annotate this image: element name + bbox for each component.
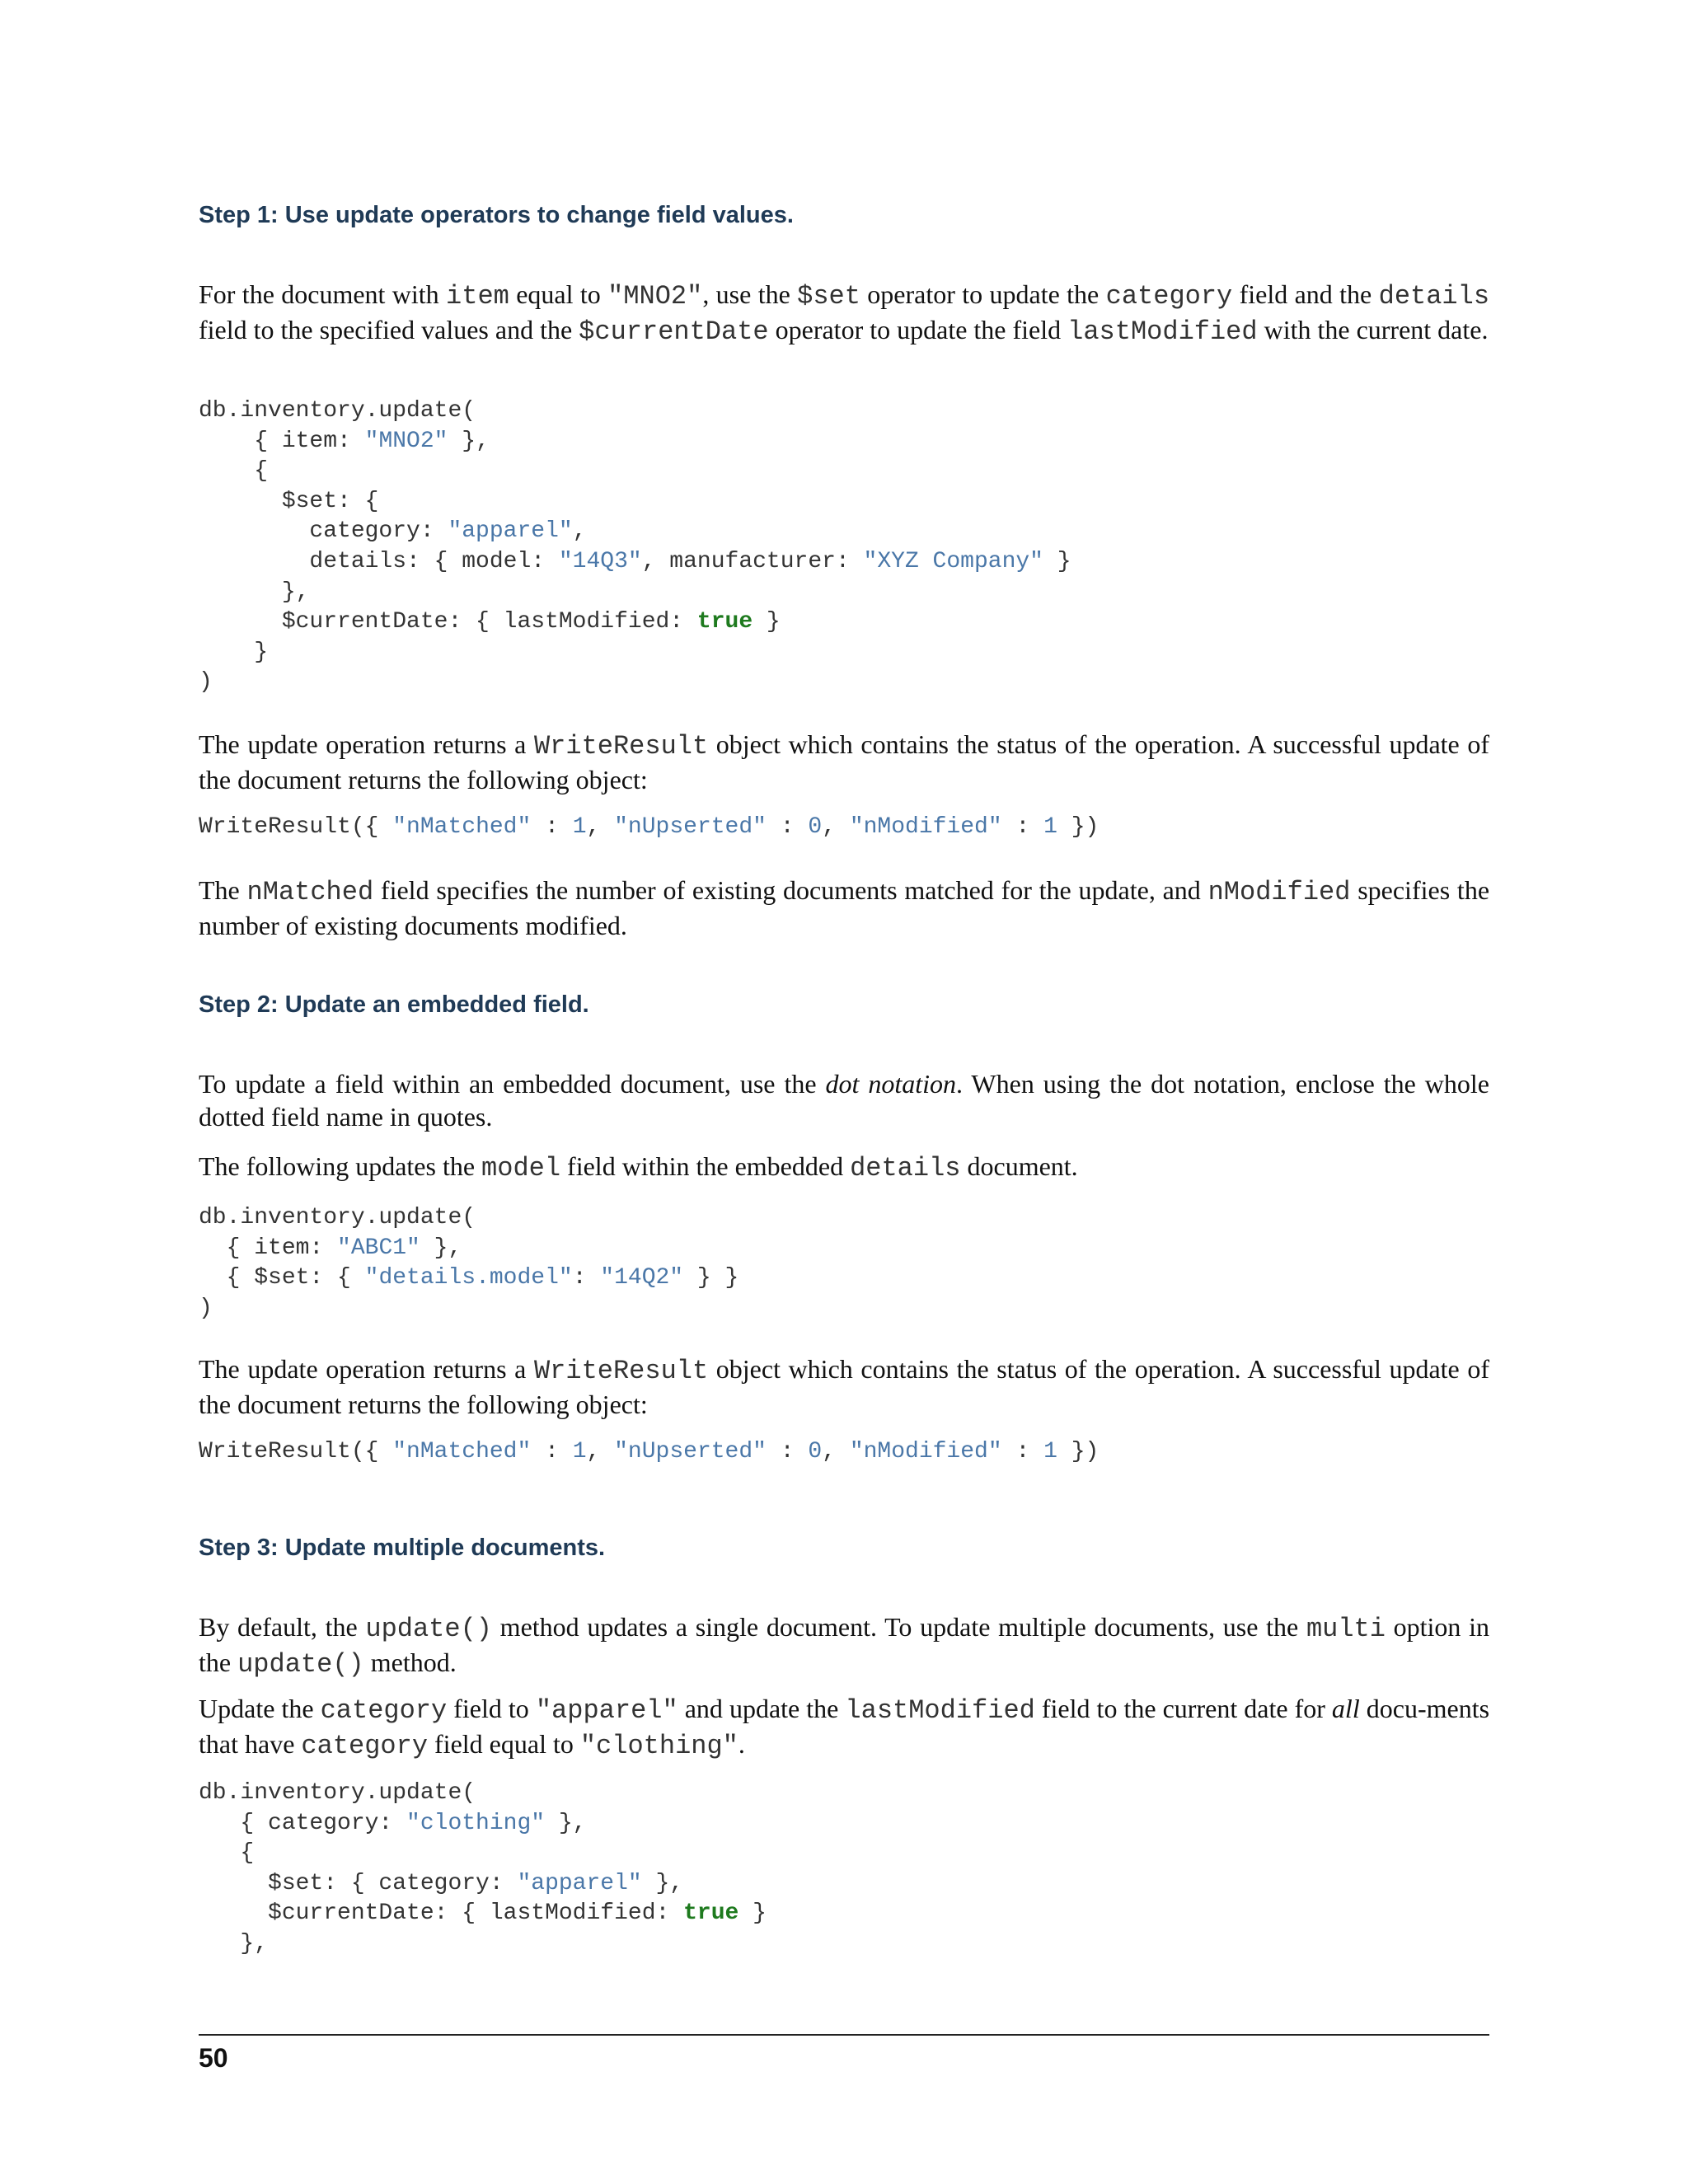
page-number: 50	[199, 2043, 228, 2073]
step3-paragraph-intro: By default, the update() method updates a single document. To update multiple documents, use the multi option in the update() method.	[199, 1612, 1490, 1680]
step1-result-code: WriteResult({ "nMatched" : 1, "nUpserted" : 0, "nModified" : 1 })	[199, 814, 1100, 840]
step1-paragraph-fields: The nMatched field specifies the number of existing documents matched for the update, and nModified specifies the number of existing documents modified.	[199, 875, 1490, 940]
step1-paragraph-result: The update operation returns a WriteResult object which contains the status of the operation. A successful update of the document returns the following object:	[199, 729, 1490, 794]
step3-code-block: db.inventory.update( { category: "clothing" }, { $set: { category: "apparel" }, $currentDate: { lastModified: true } },	[199, 1780, 767, 1957]
step1-heading: Step 1: Use update operators to change field values.	[199, 202, 794, 228]
document-page	[199, 0, 1489, 2184]
footer-divider	[199, 2034, 1489, 2036]
step2-paragraph-intro: To update a field within an embedded document, use the dot notation. When using the dot notation, enclose the whole dotted field name in quotes.	[199, 1069, 1490, 1132]
step1-code-block: db.inventory.update( { item: "MNO2" }, { $set: { category: "apparel", details: { model: "14Q3", manufacturer: "XYZ Company" } }, $currentDate: { lastModified: true } } )	[199, 398, 1071, 696]
step2-paragraph-result: The update operation returns a WriteResult object which contains the status of the operation. A successful update of the document returns the following object:	[199, 1354, 1490, 1419]
step2-code-block: db.inventory.update( { item: "ABC1" }, { $set: { "details.model": "14Q2" } } )	[199, 1205, 739, 1321]
step2-heading: Step 2: Update an embedded field.	[199, 991, 589, 1018]
step2-paragraph-model: The following updates the model field within the embedded details document.	[199, 1151, 1078, 1183]
step3-heading: Step 3: Update multiple documents.	[199, 1535, 606, 1561]
step2-result-code: WriteResult({ "nMatched" : 1, "nUpserted" : 0, "nModified" : 1 })	[199, 1439, 1100, 1465]
step3-paragraph-update: Update the category field to "apparel" and update the lastModified field to the current date for all docu-ments that have category field equal to "clothing".	[199, 1694, 1490, 1761]
step1-paragraph-intro: For the document with item equal to "MNO2", use the $set operator to update the category field and the details field to the specified values and the $currentDate operator to update the field lastModified with the current date.	[199, 279, 1490, 347]
